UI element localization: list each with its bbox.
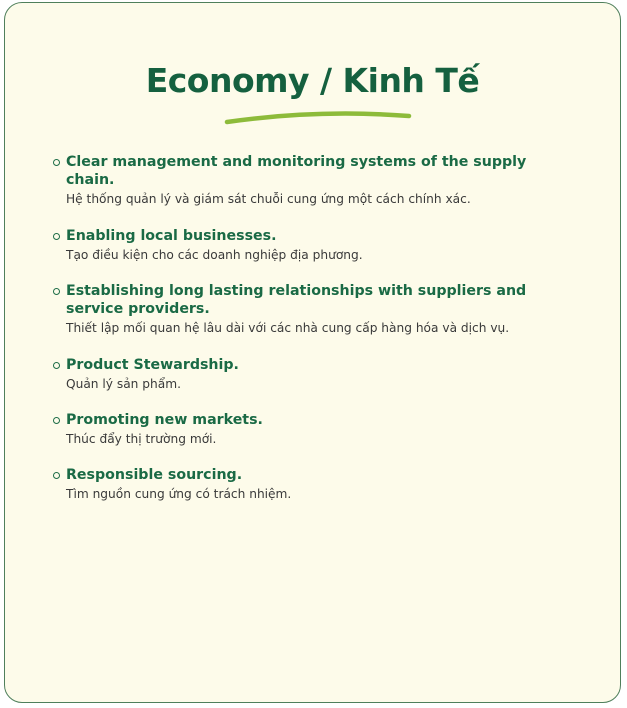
item-subtitle-vi: Thiết lập mối quan hệ lâu dài với các nhà cung cấp hàng hóa và dịch vụ. <box>66 321 510 335</box>
bullet-icon <box>53 233 60 240</box>
title-underline-decoration <box>223 107 413 127</box>
bullet-icon <box>53 159 60 166</box>
page-title: Economy / Kinh Tế <box>145 61 480 100</box>
item-title-en: Promoting new markets. <box>66 412 263 428</box>
item-title-en: Enabling local businesses. <box>66 228 277 244</box>
item-subtitle-vi: Tìm nguồn cung ứng có trách nhiệm. <box>66 487 292 501</box>
item-title-en: Establishing long lasting relationships with suppliers and service providers. <box>66 283 527 317</box>
item-title-en: Responsible sourcing. <box>66 467 243 483</box>
bullet-icon <box>53 288 60 295</box>
item-subtitle-vi: Thúc đẩy thị trường mới. <box>66 432 217 446</box>
economy-card <box>4 2 621 703</box>
item-title-en: Clear management and monitoring systems of the supply chain. <box>66 154 527 188</box>
item-title-en: Product Stewardship. <box>66 357 239 373</box>
bullet-icon <box>53 417 60 424</box>
bullet-icon <box>53 362 60 369</box>
item-subtitle-vi: Hệ thống quản lý và giám sát chuỗi cung ứng một cách chính xác. <box>66 192 471 206</box>
item-subtitle-vi: Tạo điều kiện cho các doanh nghiệp địa phương. <box>66 248 363 262</box>
bullet-icon <box>53 472 60 479</box>
item-subtitle-vi: Quản lý sản phẩm. <box>66 377 181 391</box>
